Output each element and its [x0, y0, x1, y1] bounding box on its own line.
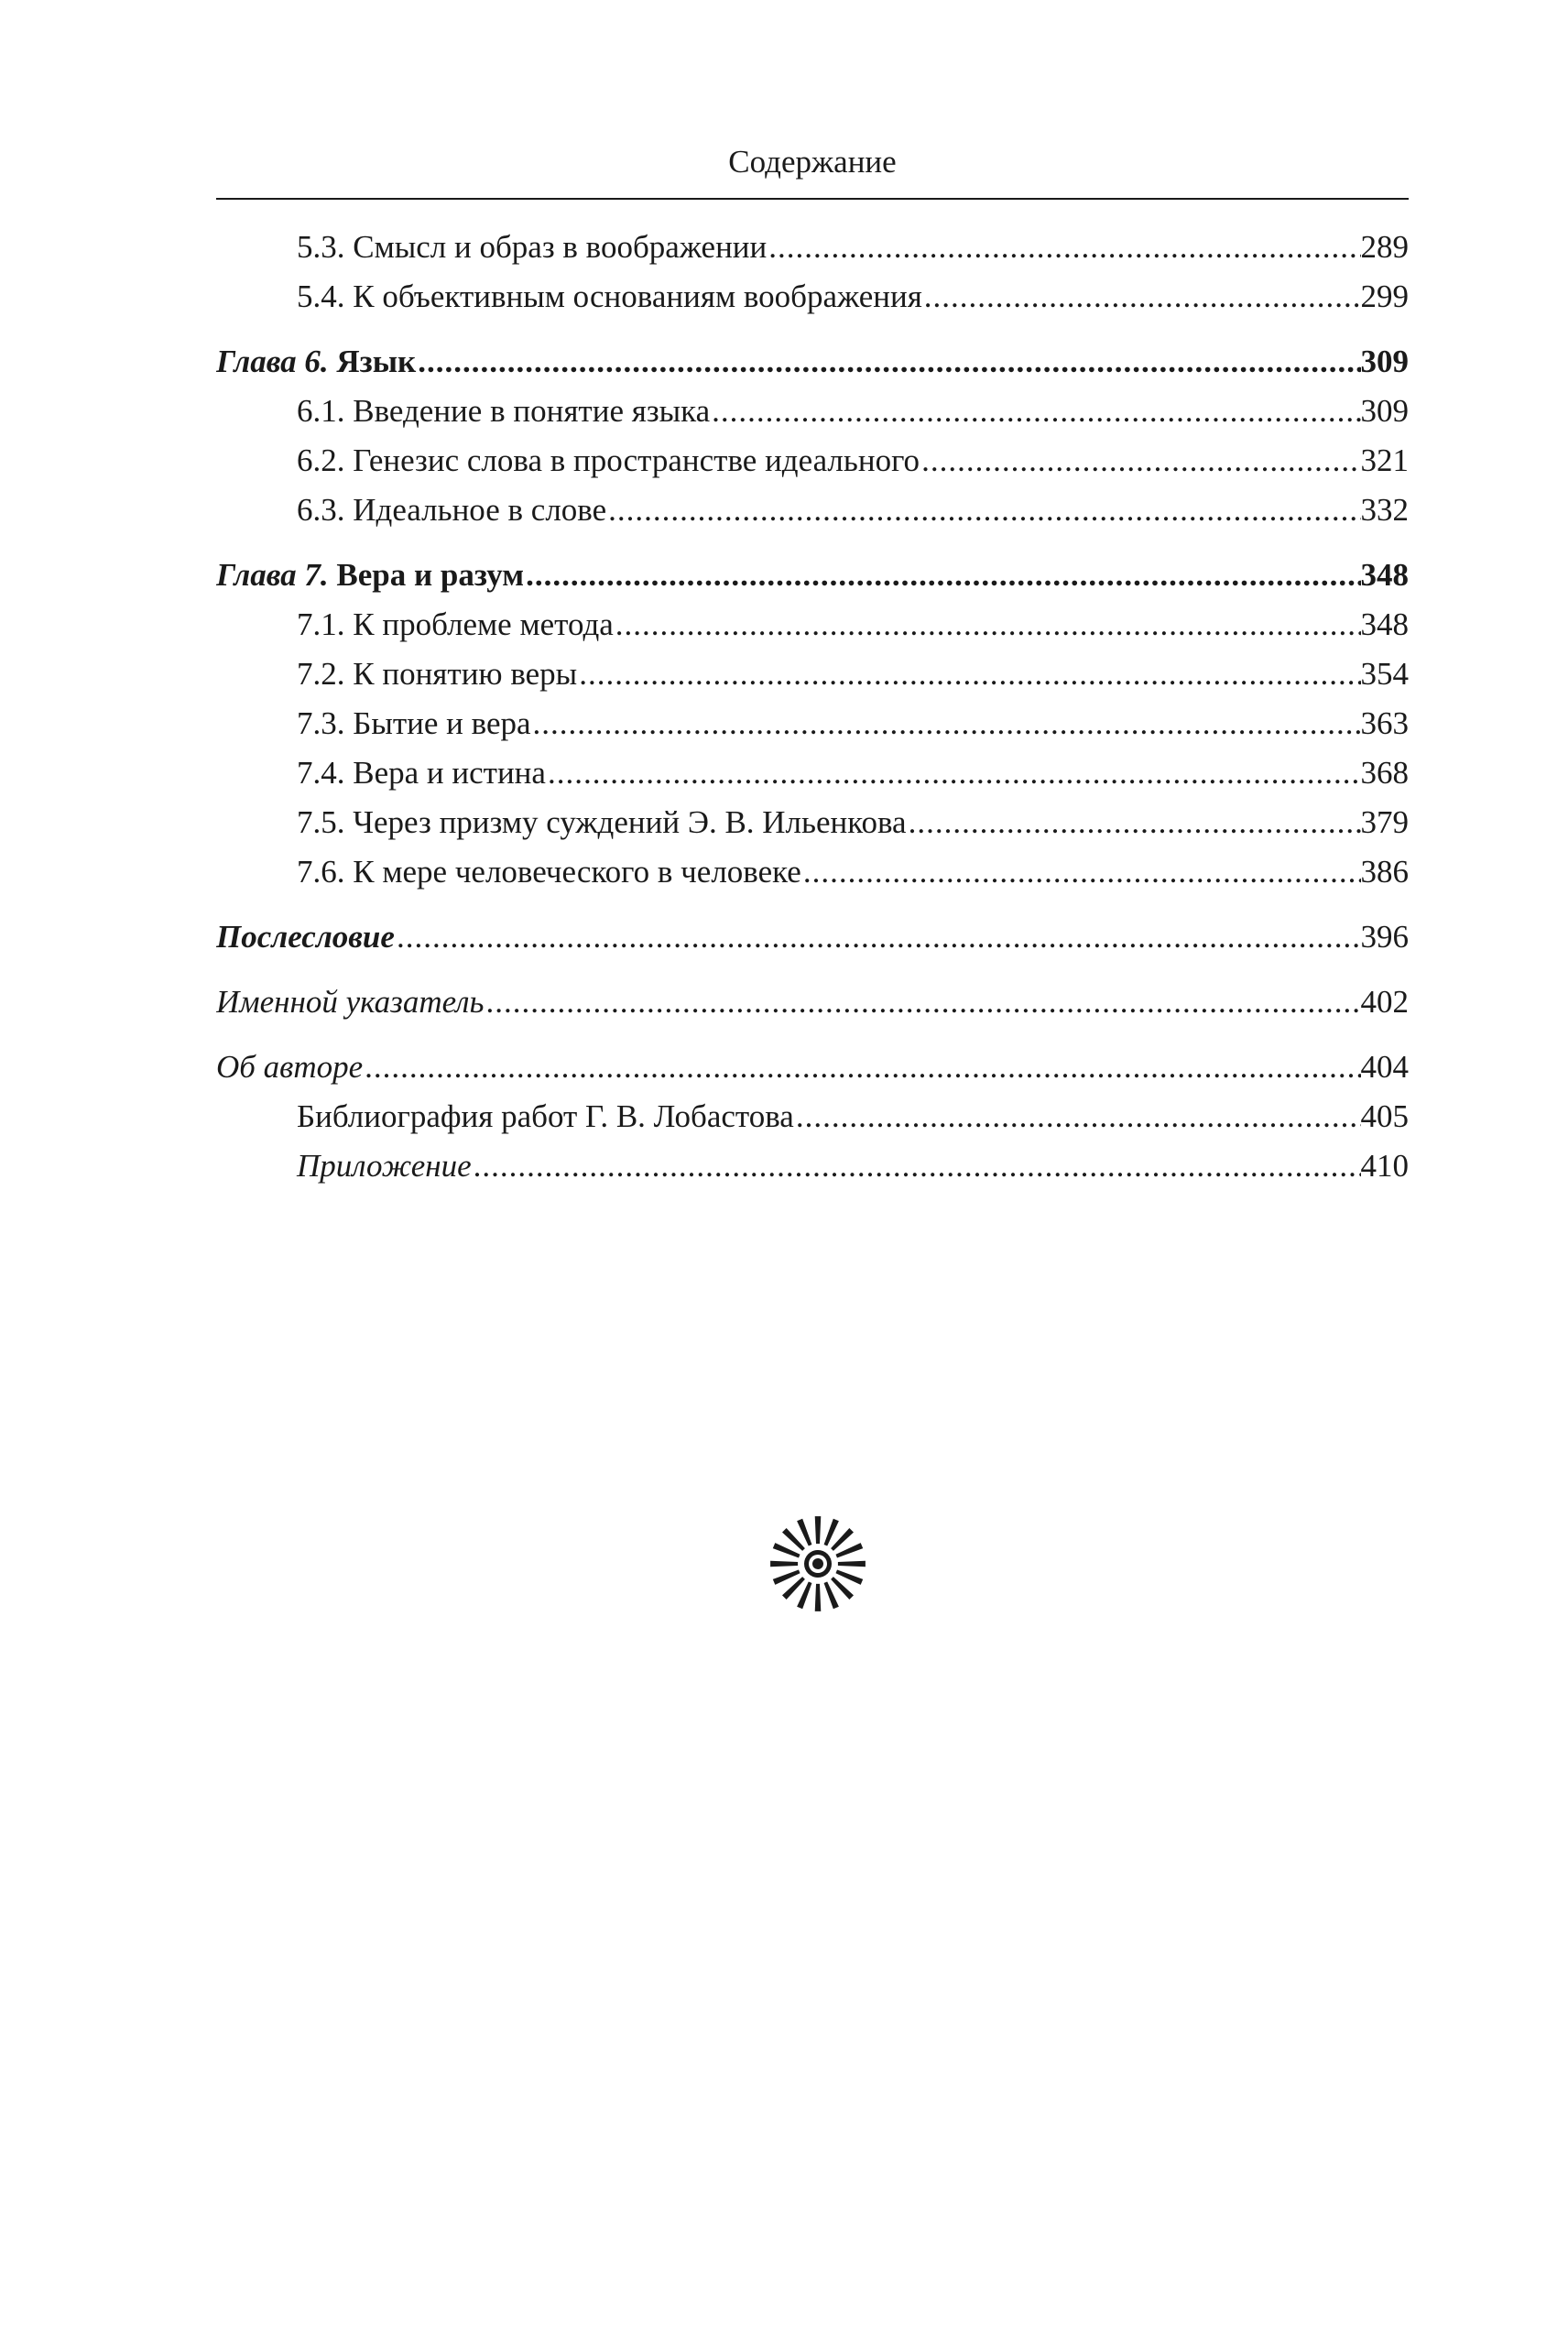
toc-entry-name-index[interactable]	[216, 977, 1409, 1027]
toc-page-number: 332	[1360, 492, 1409, 528]
sunburst-ornament-icon	[768, 1513, 868, 1614]
dot-leader	[416, 337, 1360, 387]
ornament-ray	[831, 1528, 854, 1551]
dot-leader	[524, 551, 1360, 600]
table-of-contents	[216, 223, 1409, 1191]
toc-entry-6-1[interactable]	[216, 387, 1409, 436]
dot-leader	[472, 1141, 1361, 1191]
toc-entry-about-author[interactable]	[216, 1043, 1409, 1092]
toc-entry-title: 6.3. Идеальное в слове	[297, 492, 607, 528]
dot-leader	[920, 436, 1360, 486]
dot-leader	[907, 798, 1361, 847]
toc-entry-title: 5.4. К объективным основаниям воображения	[297, 278, 922, 314]
toc-entry-7-4[interactable]	[216, 748, 1409, 798]
toc-page-number: 404	[1360, 1049, 1409, 1085]
ornament-ray	[797, 1519, 811, 1546]
toc-chapter-heading	[216, 337, 416, 387]
toc-page-number: 321	[1360, 442, 1409, 478]
running-head: Содержание	[728, 144, 897, 180]
toc-entry-title: 7.2. К понятию веры	[297, 656, 578, 692]
ornament-ray	[835, 1570, 863, 1585]
ornament-ray	[773, 1570, 800, 1585]
toc-chapter-6[interactable]	[216, 337, 1409, 387]
toc-entry-7-2[interactable]	[216, 650, 1409, 699]
ornament-ray	[831, 1577, 854, 1600]
toc-page-number: 379	[1360, 804, 1409, 840]
toc-page-number: 368	[1360, 755, 1409, 791]
toc-entry-7-5[interactable]	[216, 798, 1409, 847]
toc-entry-title: 6.2. Генезис слова в пространстве идеального	[297, 442, 920, 478]
toc-entry-appendix[interactable]	[216, 1141, 1409, 1191]
toc-entry-title: 7.5. Через призму суждений Э. В. Ильенкова	[297, 804, 907, 840]
dot-leader	[794, 1092, 1361, 1141]
ornament-ray	[838, 1561, 866, 1567]
ornament-ray	[797, 1581, 811, 1609]
ornament-ray	[773, 1543, 800, 1557]
dot-leader	[484, 977, 1360, 1027]
dot-leader	[531, 699, 1361, 748]
toc-entry-title: 7.3. Бытие и вера	[297, 705, 531, 741]
ornament-ray	[815, 1584, 822, 1611]
dot-leader	[606, 486, 1360, 535]
dot-leader	[710, 387, 1360, 436]
toc-page-number: 410	[1360, 1148, 1409, 1184]
toc-page-number: 405	[1360, 1098, 1409, 1134]
toc-entry-7-3[interactable]	[216, 699, 1409, 748]
toc-page-number: 309	[1360, 344, 1409, 379]
ornament-ray	[824, 1581, 839, 1609]
dot-leader	[614, 600, 1361, 650]
toc-page-number: 386	[1360, 854, 1409, 890]
toc-chapter-7[interactable]	[216, 551, 1409, 600]
toc-entry-title: Именной указатель	[216, 984, 485, 1020]
dot-leader	[363, 1043, 1360, 1092]
toc-entry-bibliography[interactable]	[216, 1092, 1409, 1141]
ornament-ray	[770, 1561, 798, 1567]
toc-page-number: 354	[1360, 656, 1409, 692]
toc-entry-5-3[interactable]	[216, 223, 1409, 272]
toc-entry-7-6[interactable]	[216, 847, 1409, 897]
dot-leader	[395, 912, 1361, 962]
ornament-ray	[782, 1528, 805, 1551]
toc-entry-title: Послесловие	[216, 919, 395, 955]
toc-entry-title: Библиография работ Г. В. Лобастова	[297, 1098, 794, 1134]
ornament-ray	[824, 1519, 839, 1546]
dot-leader	[577, 650, 1360, 699]
toc-entry-title: 7.4. Вера и истина	[297, 755, 546, 791]
dot-leader	[546, 748, 1361, 798]
ornament-ray	[782, 1577, 805, 1600]
toc-entry-title: 7.6. К мере человеческого в человеке	[297, 854, 801, 890]
toc-entry-title: 6.1. Введение в понятие языка	[297, 393, 711, 429]
toc-entry-afterword[interactable]	[216, 912, 1409, 962]
toc-page-number: 299	[1360, 278, 1409, 314]
toc-entry-7-1[interactable]	[216, 600, 1409, 650]
toc-entry-title: Приложение	[297, 1148, 472, 1184]
ornament-ray	[835, 1543, 863, 1557]
toc-page-number: 348	[1360, 557, 1409, 593]
toc-page-number: 348	[1360, 606, 1409, 642]
toc-page-number: 289	[1360, 229, 1409, 265]
toc-entry-title: Об авторе	[216, 1049, 364, 1085]
toc-page-number: 309	[1360, 393, 1409, 429]
dot-leader	[767, 223, 1360, 272]
toc-chapter-heading	[216, 551, 524, 600]
toc-entry-title: 7.1. К проблеме метода	[297, 606, 614, 642]
ornament-ray	[815, 1516, 822, 1544]
dot-leader	[922, 272, 1361, 322]
chapter-label: Глава 6.	[216, 344, 329, 379]
chapter-label: Глава 7.	[216, 557, 329, 593]
toc-entry-6-3[interactable]	[216, 486, 1409, 535]
dot-leader	[801, 847, 1361, 897]
toc-entry-title: 5.3. Смысл и образ в воображении	[297, 229, 768, 265]
toc-page-number: 363	[1360, 705, 1409, 741]
toc-page-number: 402	[1360, 984, 1409, 1020]
header-rule	[216, 198, 1409, 200]
toc-entry-6-2[interactable]	[216, 436, 1409, 486]
chapter-title: Язык	[336, 344, 417, 379]
toc-page-number: 396	[1360, 919, 1409, 955]
chapter-title: Вера и разум	[336, 557, 525, 593]
toc-entry-5-4[interactable]	[216, 272, 1409, 322]
